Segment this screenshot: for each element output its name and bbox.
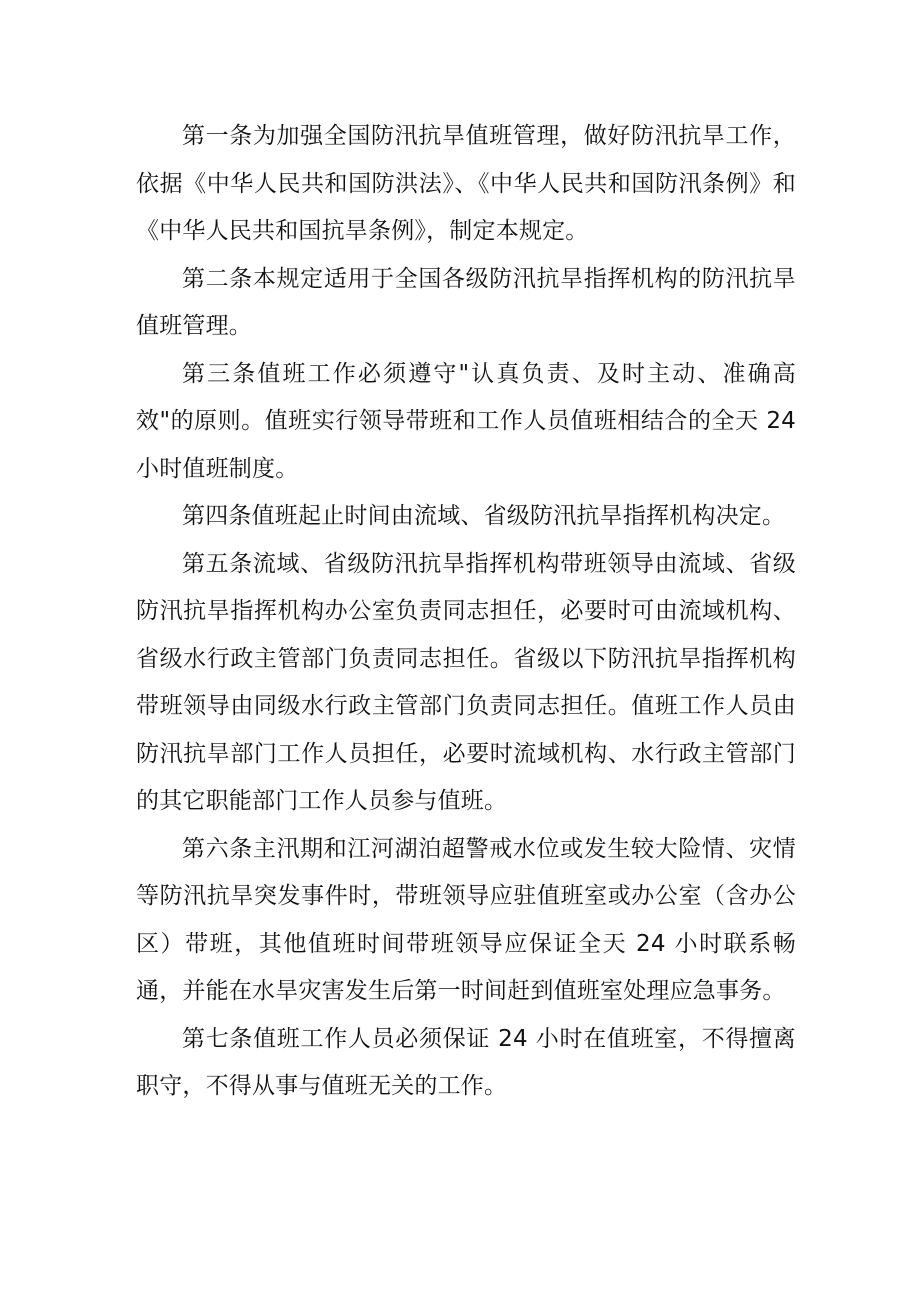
article-6-paragraph: 第六条主汛期和江河湖泊超警戒水位或发生较大险情、灾情等防汛抗旱突发事件时，带班领导应驻值班室或办公室（含办公区）带班，其他值班时间带班领导应保证全天 24 小时联系畅通，并能在水旱灾害发生后第一时间赶到值班室处理应急事务。 [136, 835, 796, 1004]
article-3-paragraph: 第三条值班工作必须遵守"认真负责、及时主动、准确高效"的原则。值班实行领导带班和工作人员值班相结合的全天 24 小时值班制度。 [136, 360, 796, 482]
article-7-paragraph: 第七条值班工作人员必须保证 24 小时在值班室，不得擅离职守，不得从事与值班无关的工作。 [136, 1025, 796, 1099]
article-1-paragraph: 第一条为加强全国防汛抗旱值班管理，做好防汛抗旱工作，依据《中华人民共和国防洪法》、《中华人民共和国防汛条例》和《中华人民共和国抗旱条例》，制定本规定。 [136, 123, 796, 244]
article-2-paragraph: 第二条本规定适用于全国各级防汛抗旱指挥机构的防汛抗旱值班管理。 [136, 265, 796, 339]
article-4-paragraph: 第四条值班起止时间由流域、省级防汛抗旱指挥机构决定。 [182, 503, 786, 529]
article-5-paragraph: 第五条流域、省级防汛抗旱指挥机构带班领导由流域、省级防汛抗旱指挥机构办公室负责同志担任，必要时可由流域机构、省级水行政主管部门负责同志担任。省级以下防汛抗旱指挥机构带班领导由同级水行政主管部门负责同志担任。值班工作人员由防汛抗旱部门工作人员担任，必要时流域机构、水行政主管部门的其它职能部门工作人员参与值班。 [136, 550, 796, 814]
document-body [136, 113, 796, 1111]
